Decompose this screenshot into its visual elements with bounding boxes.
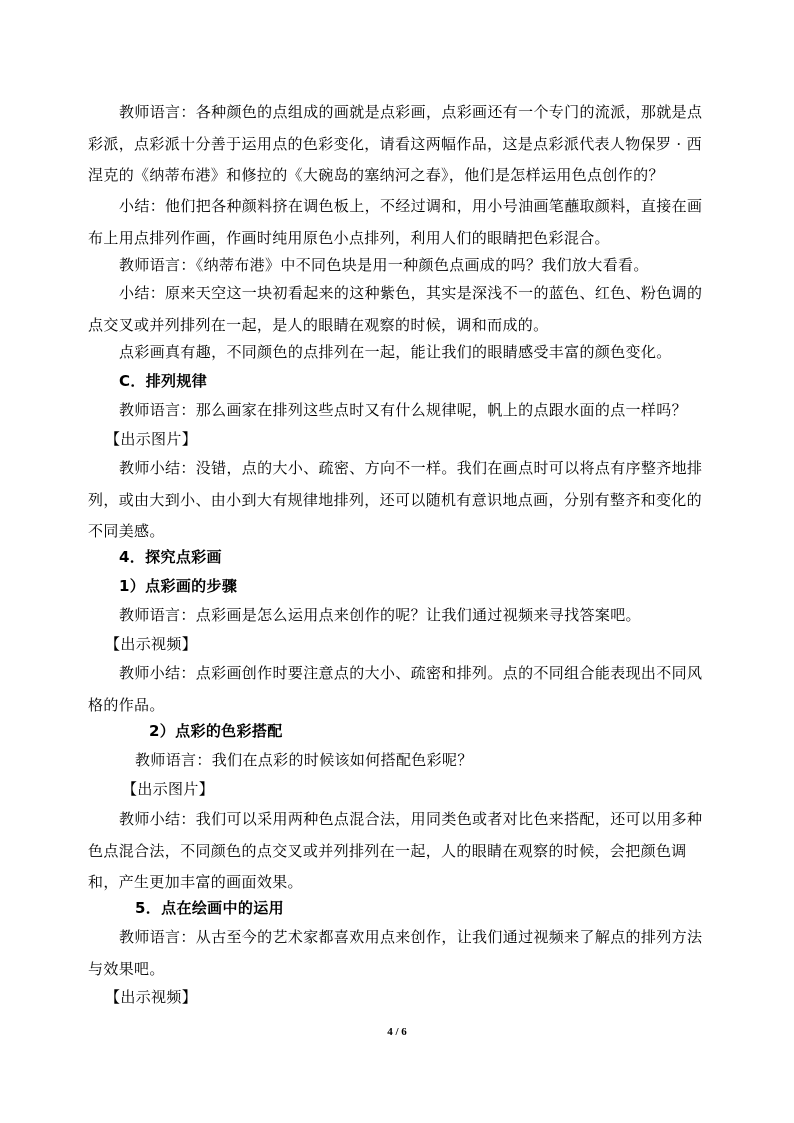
paragraph: 教师语言：那么画家在排列这些点时又有什么规律呢，帆上的点跟水面的点一样吗？	[119, 401, 687, 419]
section-heading: C．排列规律	[119, 372, 208, 390]
section-heading: 5．点在绘画中的运用	[135, 899, 284, 917]
paragraph: 小结：原来天空这一块初看起来的这种紫色，其实是深浅不一的蓝色、红色、粉色调的点交叉或并列排列在一起，是人的眼睛在观察的时候，调和而成的。	[88, 284, 703, 334]
paragraph: 教师语言：各种颜色的点组成的画就是点彩画，点彩画还有一个专门的流派，那就是点彩派，点彩派十分善于运用点的色彩变化，请看这两幅作品，这是点彩派代表人物保罗 · 西涅克的《纳蒂布港》和修拉的《大碗岛的塞纳河之春》，他们是怎样运用色点创作的？	[88, 103, 703, 184]
paragraph: 【出示视频】	[105, 988, 198, 1006]
paragraph: 教师语言：我们在点彩的时候该如何搭配色彩呢？	[135, 751, 473, 769]
paragraph: 【出示图片】	[122, 780, 215, 798]
paragraph: 教师语言：从古至今的艺术家都喜欢用点来创作，让我们通过视频来了解点的排列方法与效果吧。	[88, 928, 703, 978]
section-heading: 4．探究点彩画	[119, 548, 222, 566]
subsection-heading: 2）点彩的色彩搭配	[149, 722, 283, 740]
paragraph: 教师小结：我们可以采用两种色点混合法，用同类色或者对比色来搭配，还可以用多种色点混合法，不同颜色的点交叉或并列排列在一起，人的眼睛在观察的时候，会把颜色调和，产生更加丰富的画面效果。	[88, 810, 703, 891]
paragraph: 教师小结：没错，点的大小、疏密、方向不一样。我们在画点时可以将点有序整齐地排列，或由大到小、由小到大有规律地排列，还可以随机有意识地点画，分别有整齐和变化的不同美感。	[88, 459, 703, 540]
paragraph: 教师小结：点彩画创作时要注意点的大小、疏密和排列。点的不同组合能表现出不同风格的作品。	[88, 664, 703, 714]
paragraph: 教师语言：点彩画是怎么运用点来创作的呢？让我们通过视频来寻找答案吧。	[119, 606, 641, 624]
subsection-heading: 1）点彩画的步骤	[119, 577, 238, 595]
paragraph: 教师语言：《纳蒂布港》中不同色块是用一种颜色点画成的吗？我们放大看看。	[119, 256, 649, 274]
paragraph: 【出示图片】	[105, 430, 198, 448]
page-number: 4 / 6	[387, 1026, 407, 1038]
paragraph: 点彩画真有趣，不同颜色的点排列在一起，能让我们的眼睛感受丰富的颜色变化。	[119, 343, 672, 361]
paragraph: 【出示视频】	[105, 635, 198, 653]
paragraph: 小结：他们把各种颜料挤在调色板上，不经过调和，用小号油画笔蘸取颜料，直接在画布上用点排列作画，作画时纯用原色小点排列，利用人们的眼睛把色彩混合。	[88, 197, 703, 247]
